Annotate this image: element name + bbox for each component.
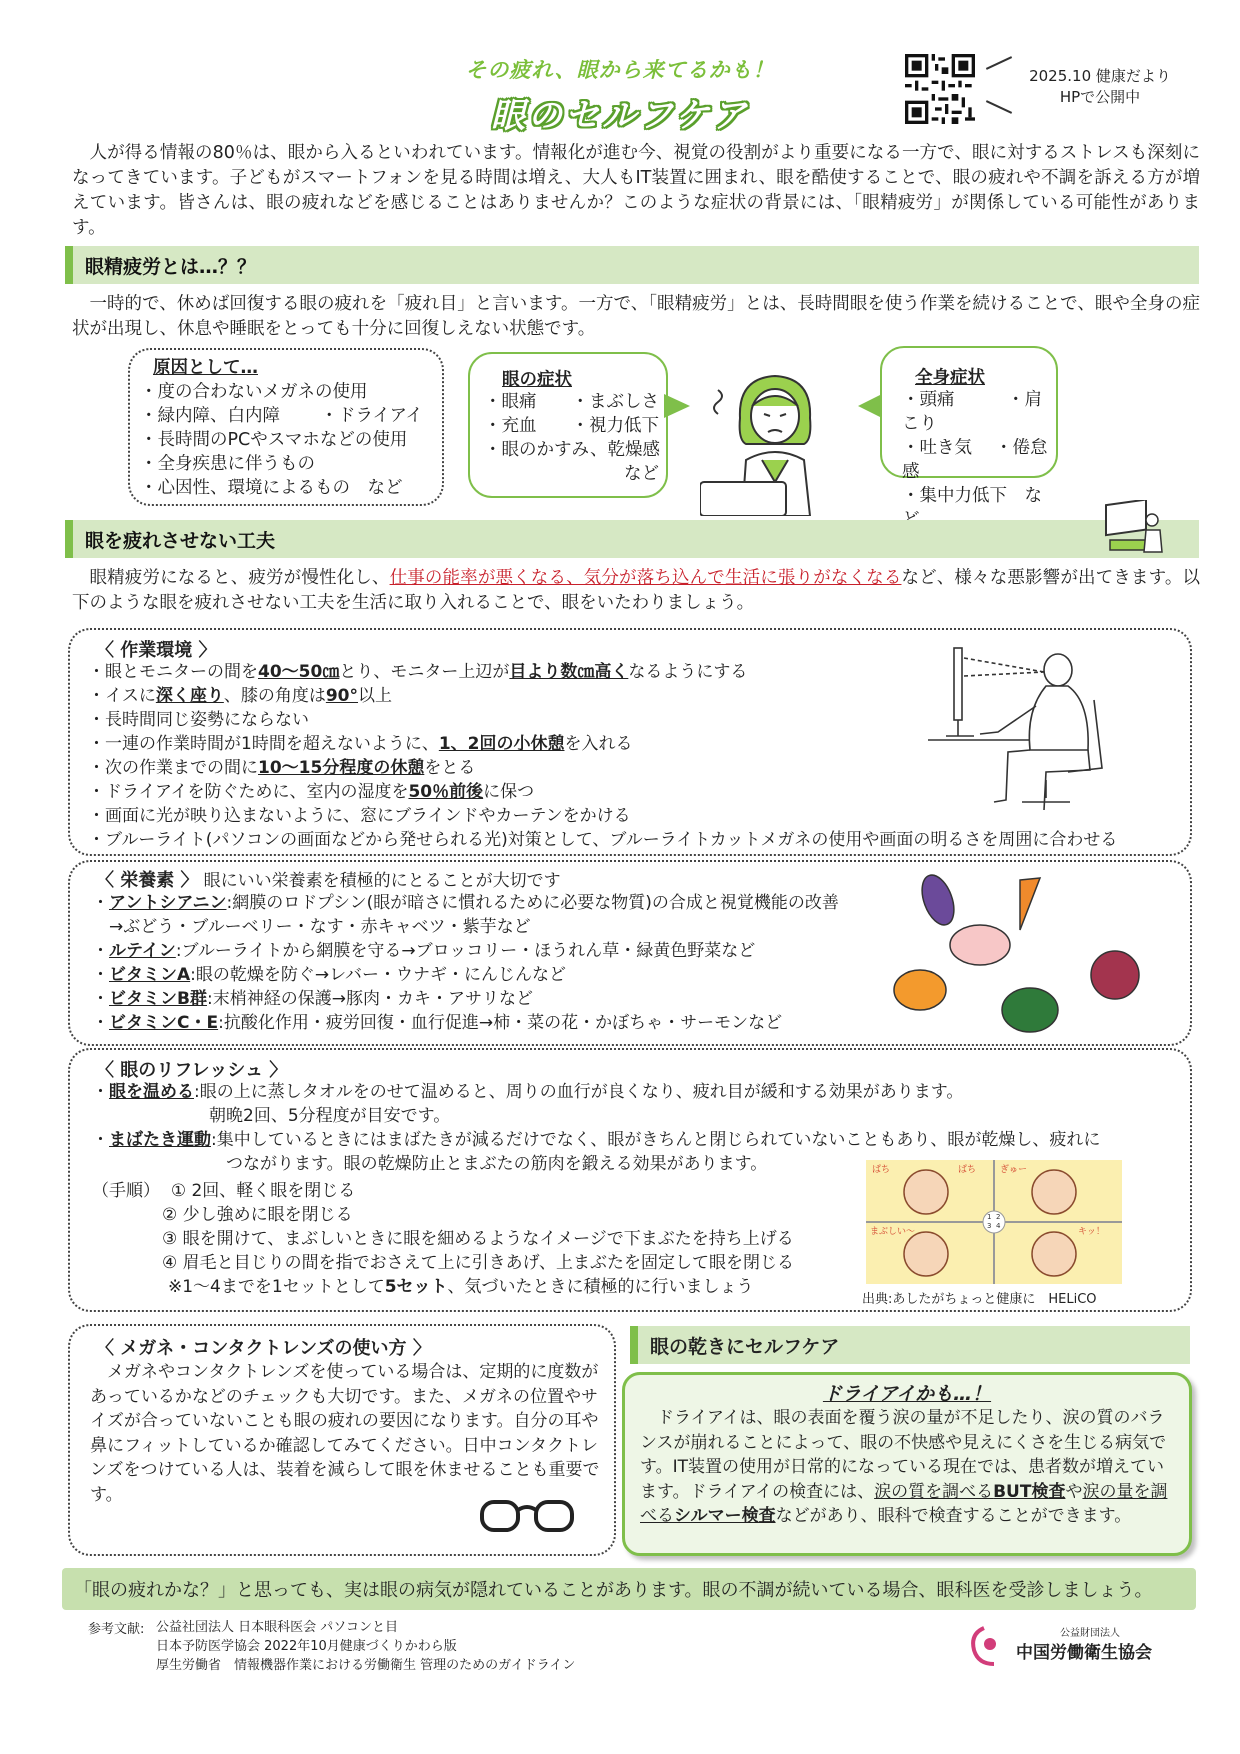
list-item: ・心因性、環境によるもの など bbox=[140, 478, 403, 498]
key-value: 10～15分程度の休憩 bbox=[258, 758, 425, 778]
organization-type: 公益財団法人 bbox=[1060, 1628, 1120, 1639]
list-item: ・眼痛 ・まぶしさ bbox=[484, 392, 659, 412]
dry-eye-title: ドライアイかも…！ bbox=[822, 1383, 992, 1405]
list-item: ・まばたき運動:集中しているときにはまばたきが減るだけでなく、眼がきちんと閉じられていないこともあり、眼が乾燥し、疲れに bbox=[92, 1130, 1101, 1150]
nutrition-list bbox=[92, 891, 922, 1035]
list-item: ・長時間同じ姿勢にならない bbox=[88, 710, 309, 730]
nutrition-lead: 眼にいい栄養素を積極的にとることが大切です bbox=[203, 871, 561, 891]
list-item: ※1～4までを1セットとして5セット、気づいたときに積極的に行いましょう bbox=[168, 1277, 754, 1297]
references-list bbox=[156, 1618, 575, 1675]
list-item: ・集中力低下 な bbox=[902, 486, 1042, 506]
list-item: →ぶどう・ブルーベリー・なす・赤キャベツ・紫芋など bbox=[92, 917, 531, 937]
nutrition-header bbox=[96, 866, 561, 893]
list-item: ・長時間のPCやスマホなどの使用 bbox=[140, 430, 408, 450]
illustration-credit: 出典:あしたがちょっと健康に HELiCO bbox=[862, 1292, 1097, 1307]
reference-item: 厚生労働省 情報機器作業における労働衛生 管理のためのガイドライン bbox=[156, 1658, 576, 1673]
list-item: ・ビタミンB群:末梢神経の保護→豚肉・カキ・アサリなど bbox=[92, 989, 533, 1009]
adverse-effects-highlight: 仕事の能率が悪くなる、気分が落ち込んで生活に張りがなくなる bbox=[389, 568, 902, 588]
panel-number: 1 bbox=[987, 1213, 992, 1221]
dry-eye-text: ドライアイは、眼の表面を覆う涙の量が不足したり、涙の質のバランスが崩れることによって、眼の不快感や見えにくさを生じる病気です。IT装置の使用が日常的になっている現在では、患者数が増えています。ドライアイの検査には、涙の質を調べるBUT検査や涙の量を調べるシルマー検査などがあり、眼科で検査することができます。 bbox=[640, 1408, 1168, 1526]
blink-exercise-illustration bbox=[866, 1160, 1122, 1284]
nutrition-title: 〈 栄養素 〉 bbox=[96, 870, 199, 891]
newsletter-subtitle: その疲れ、眼から来てるかも！ bbox=[465, 58, 775, 82]
red-cabbage-icon bbox=[1091, 951, 1139, 999]
list-item: （手順） ① 2回、軽く眼を閉じる bbox=[92, 1181, 356, 1201]
list-item: ・ビタミンC・E:抗酸化作用・疲労回復・血行促進→柿・菜の花・かぼちゃ・サーモンなど bbox=[92, 1013, 783, 1033]
list-item: など bbox=[484, 464, 659, 484]
pig-icon bbox=[950, 925, 1010, 965]
person-watching-screen-illustration bbox=[1100, 500, 1166, 556]
eye-symptoms-list bbox=[484, 390, 664, 486]
body-symptoms-title: 全身症状 bbox=[915, 368, 985, 388]
closing-message-band bbox=[62, 1568, 1196, 1610]
blink-steps bbox=[92, 1179, 892, 1299]
key-value: 目より数㎝高く bbox=[509, 662, 629, 682]
nutrient-name: アントシアニン bbox=[109, 893, 227, 913]
nutrient-name: ルテイン bbox=[109, 941, 176, 961]
key-value: 50％前後 bbox=[408, 782, 484, 802]
newsletter-title: 眼のセルフケア bbox=[491, 96, 749, 136]
body-symptoms-list bbox=[902, 388, 1058, 532]
section-heading-text: 眼を疲れさせない工夫 bbox=[85, 530, 276, 552]
panel-number: 2 bbox=[996, 1213, 1001, 1221]
method-name: 眼を温める bbox=[109, 1082, 194, 1102]
eggplant-icon bbox=[916, 871, 960, 929]
dry-eye-heading bbox=[630, 1326, 1190, 1364]
key-value: 1、2回の小休憩 bbox=[438, 734, 565, 754]
eyestrain-definition: 一時的で、休めば回復する眼の疲れを「疲れ目」と言います。一方で、「眼精疲労」とは、長時間眼を使う作業を続けることで、眼や全身の症状が出現し、休息や睡眠をとっても十分に回復しえない状態です。 bbox=[72, 294, 1200, 339]
panel-label: ぎゅー bbox=[1000, 1165, 1028, 1175]
list-item: ② 少し強めに眼を閉じる bbox=[162, 1205, 353, 1225]
section-heading-text: 眼精疲労とは…？？ bbox=[85, 256, 257, 278]
issue-date: 2025.10 健康だより bbox=[1029, 67, 1171, 85]
panel-number: 4 bbox=[996, 1222, 1001, 1230]
list-item: ・眼のかすみ、乾燥感 bbox=[484, 440, 661, 460]
prevention-intro bbox=[72, 566, 1200, 616]
references-label: 参考文献: bbox=[88, 1622, 145, 1637]
section-heading-prevention bbox=[65, 520, 1199, 558]
nutrient-name: ビタミンC・E bbox=[109, 1013, 219, 1033]
list-item: ・眼とモニターの間を40～50㎝とり、モニター上辺が目より数㎝高くなるようにする bbox=[88, 662, 748, 682]
list-item: ・度の合わないメガネの使用 bbox=[140, 382, 368, 402]
qr-code-icon[interactable] bbox=[905, 54, 975, 124]
list-item: ④ 眉毛と目じりの間を指でおさえて上に引きあげ、上まぶたを固定して眼を閉じる bbox=[162, 1253, 794, 1273]
list-item: ・頭痛 ・肩こり bbox=[902, 390, 1042, 434]
panel-label: ぱち bbox=[872, 1165, 891, 1175]
nutrient-name: ビタミンA bbox=[109, 965, 191, 985]
key-value: 深く座り bbox=[155, 686, 224, 706]
bubble-tail bbox=[858, 394, 882, 418]
list-item: ③ 眼を開けて、まぶしいときに眼を細めるようなイメージで下まぶたを持ち上げる bbox=[162, 1229, 794, 1249]
key-value: 90° bbox=[325, 686, 359, 706]
bubble-tail bbox=[664, 394, 690, 418]
list-item: ・一連の作業時間が1時間を超えないように、1、2回の小休憩を入れる bbox=[88, 734, 633, 754]
reference-item: 公益社団法人 日本眼科医会 パソコンと目 bbox=[156, 1620, 399, 1635]
glasses-contacts-text: メガネやコンタクトレンズを使っている場合は、定期的に度数があっているかなどのチェックも大切です。また、メガネの位置やサイズが合っていないことも眼の疲れの要因になります。自分の耳や鼻にフィットしているか確認してみてください。日中コンタクトレンズをつけている人は、装着を減らして眼を休ませることも重要です。 bbox=[90, 1362, 600, 1505]
pumpkin-icon bbox=[1002, 988, 1058, 1032]
eye-symptoms-title: 眼の症状 bbox=[502, 370, 572, 390]
reference-item: 日本予防医学協会 2022年10月健康づくりかわら版 bbox=[156, 1639, 457, 1654]
list-item: 朝晩2回、5分程度が目安です。 bbox=[209, 1106, 451, 1126]
nutrient-name: ビタミンB群 bbox=[109, 989, 207, 1009]
list-item: ・イスに深く座り、膝の角度は90°以上 bbox=[88, 686, 393, 706]
section-heading-text: 眼の乾きにセルフケア bbox=[650, 1336, 840, 1358]
causes-list bbox=[140, 380, 440, 500]
method-name: まばたき運動 bbox=[109, 1130, 211, 1150]
tired-woman-illustration bbox=[700, 356, 850, 516]
organization-name: 中国労働衛生協会 bbox=[1016, 1643, 1152, 1663]
glasses-icon bbox=[478, 1494, 576, 1534]
issue-web-note: HPで公開中 bbox=[1059, 88, 1141, 106]
list-item: ・画面に光が映り込まないように、窓にブラインドやカーテンをかける bbox=[88, 806, 631, 826]
intro-paragraph: 人が得る情報の80％は、眼から入るといわれています。情報化が進む今、視覚の役割がより重要になる一方で、眼に対するストレスも深刻になってきています。子どもがスマートフォンを見る時間は増え、大人もIT装置に囲まれ、眼を酷使することで、眼の疲れや不調を訴える方が増えています。皆さんは、眼の疲れなどを感じることはありませんか？このような症状の背景には、「眼精疲労」が関係している可能性があります。 bbox=[72, 143, 1200, 238]
prevention-text: など、様々な悪影響が出てきます。以下のような眼を疲れさせない工夫を生活に取り入れることで、眼をいたわりましょう。 bbox=[72, 568, 1200, 613]
panel-label: まぶしい〜 bbox=[870, 1227, 916, 1237]
prevention-text: 眼精疲労になると、疲労が慢性化し、 bbox=[89, 568, 390, 588]
persimmon-icon bbox=[894, 970, 946, 1010]
list-item: ・次の作業までの間に10～15分程度の休憩をとる bbox=[88, 758, 476, 778]
panel-label: キッ！ bbox=[1078, 1227, 1105, 1237]
closing-message: 「眼の疲れかな？」と思っても、実は眼の病気が隠れていることがあります。眼の不調が続いている場合、眼科医を受診しましょう。 bbox=[74, 1580, 1153, 1601]
list-item: ・全身疾患に伴うもの bbox=[140, 454, 315, 474]
food-illustrations bbox=[890, 870, 1170, 1040]
panel-number: 3 bbox=[987, 1222, 992, 1230]
glasses-contacts-title: 〈 メガネ・コンタクトレンズの使い方 〉 bbox=[96, 1338, 431, 1359]
list-item: ・吐き気 ・倦怠感 bbox=[902, 438, 1048, 482]
list-item: ・緑内障、白内障 ・ドライアイ bbox=[140, 406, 423, 426]
causes-title: 原因として… bbox=[153, 358, 258, 378]
desk-posture-illustration bbox=[918, 640, 1108, 818]
list-item: ・ルテイン:ブルーライトから網膜を守る→ブロッコリー・ほうれん草・緑黄色野菜など bbox=[92, 941, 756, 961]
list-item: つながります。眼の乾燥防止とまぶたの筋肉を鍛える効果があります。 bbox=[226, 1154, 768, 1174]
section-heading-eyestrain bbox=[65, 246, 1199, 284]
list-item: ・ブルーライト(パソコンの画面などから発せられる光)対策として、ブルーライトカットメガネの使用や画面の明るさを周囲に合わせる bbox=[88, 830, 1118, 850]
key-value: 40～50㎝ bbox=[258, 662, 340, 682]
issue-info bbox=[1000, 66, 1200, 108]
list-item: ・ビタミンA:眼の乾燥を防ぐ→レバー・ウナギ・にんじんなど bbox=[92, 965, 566, 985]
panel-label: ぱち bbox=[958, 1165, 977, 1175]
work-environment-title: 〈 作業環境 〉 bbox=[96, 640, 217, 661]
eye-refresh-title: 〈 眼のリフレッシュ 〉 bbox=[96, 1060, 288, 1081]
list-item: ・充血 ・視力低下 bbox=[484, 416, 659, 436]
list-item: ・アントシアニン:網膜のロドプシン(眼が暗さに慣れるために必要な物質)の合成と視覚機能の改善 bbox=[92, 893, 839, 913]
list-item: ・ドライアイを防ぐために、室内の湿度を50％前後に保つ bbox=[88, 782, 535, 802]
list-item: ・眼を温める:眼の上に蒸しタオルをのせて温めると、周りの血行が良くなり、疲れ目が緩和する効果があります。 bbox=[92, 1082, 964, 1102]
